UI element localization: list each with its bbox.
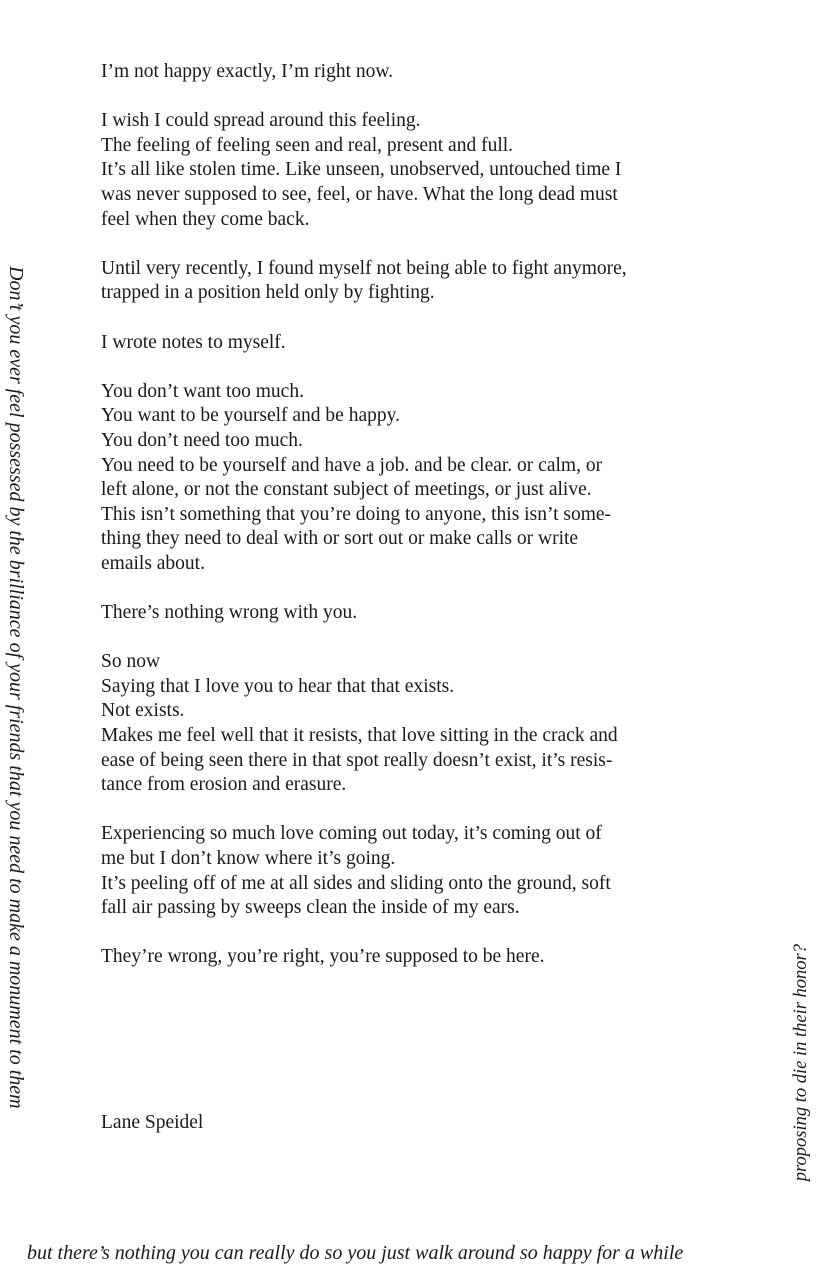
text-line: They’re wrong, you’re right, you’re supposed to be here. — [101, 946, 545, 968]
paragraph — [101, 601, 761, 626]
paragraph — [101, 945, 761, 970]
text-line: was never supposed to see, feel, or have. What the long dead must — [101, 183, 618, 205]
text-line: Not exists. — [101, 700, 185, 722]
text-line: Makes me feel well that it resists, that love sitting in the crack and — [101, 725, 618, 747]
text-line: This isn’t something that you’re doing to anyone, this isn’t some- — [101, 503, 612, 525]
text-line: feel when they come back. — [101, 208, 310, 230]
text-line: You don’t need too much. — [101, 429, 303, 451]
paragraph — [101, 331, 761, 356]
text-line: tance from erosion and erasure. — [101, 774, 347, 796]
text-line: Saying that I love you to hear that that exists. — [101, 675, 455, 697]
text-line: So now — [101, 651, 161, 673]
text-line: fall air passing by sweeps clean the inside of my ears. — [101, 897, 520, 919]
text-line: me but I don’t know where it’s going. — [101, 848, 396, 869]
text-line: ease of being seen there in that spot really doesn’t exist, it’s resis- — [101, 749, 613, 771]
text-line: trapped in a position held only by fighting. — [101, 282, 435, 304]
author-signature: Lane Speidel — [101, 1112, 204, 1133]
text-line: left alone, or not the constant subject of meetings, or just alive. — [101, 479, 592, 501]
right-margin-text: proposing to die in their honor? — [791, 944, 811, 1182]
text-line: Until very recently, I found myself not being able to fight anymore, — [101, 257, 627, 279]
text-line: You need to be yourself and have a job. and be clear. or calm, or — [101, 454, 603, 476]
text-line: Experiencing so much love coming out today, it’s coming out of — [101, 823, 602, 845]
paragraph — [101, 822, 761, 920]
text-line: It’s all like stolen time. Like unseen, unobserved, untouched time I — [101, 159, 622, 181]
left-margin-text: Don’t you ever feel possessed by the brilliance of your friends that you need to make a monument to them — [5, 266, 27, 1109]
poem-body — [101, 60, 761, 995]
text-line: emails about. — [101, 552, 205, 574]
text-line: You want to be yourself and be happy. — [101, 405, 400, 427]
text-line: thing they need to deal with or sort out or make calls or write — [101, 528, 579, 550]
text-line: I wrote notes to myself. — [101, 331, 286, 353]
text-line: I’m not happy exactly, I’m right now. — [101, 61, 394, 82]
paragraph — [101, 650, 761, 798]
text-line: I wish I could spread around this feeling. — [101, 110, 421, 132]
paragraph — [101, 380, 761, 577]
text-line: You don’t want too much. — [101, 380, 304, 402]
text-line: The feeling of feeling seen and real, present and full. — [101, 134, 514, 156]
text-line: It’s peeling off of me at all sides and sliding onto the ground, soft — [101, 872, 611, 894]
paragraph — [101, 60, 761, 85]
bottom-margin-text: but there’s nothing you can really do so you just walk around so happy for a while — [27, 1242, 684, 1264]
paragraph — [101, 109, 761, 232]
text-line: There’s nothing wrong with you. — [101, 602, 358, 624]
paragraph — [101, 257, 761, 306]
